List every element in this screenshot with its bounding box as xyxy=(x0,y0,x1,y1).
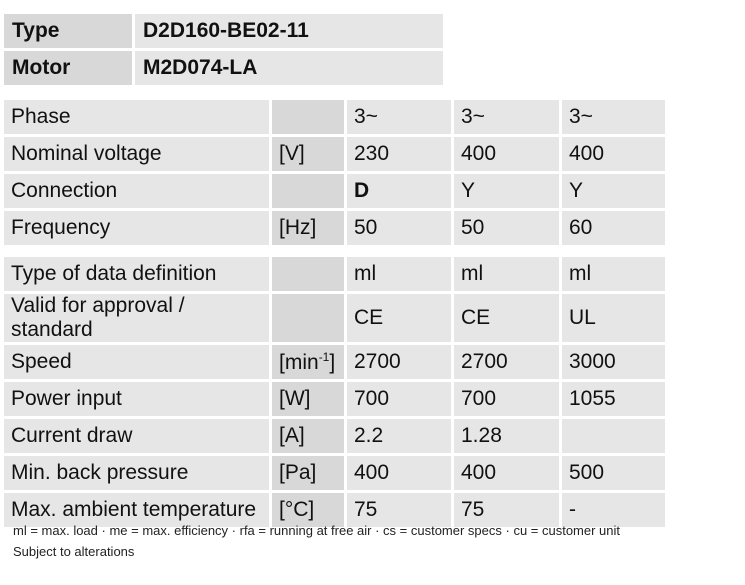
motor-value: M2D074-LA xyxy=(134,50,444,86)
type-label: Type xyxy=(4,14,134,50)
row-unit: [Pa] xyxy=(271,455,346,492)
alterations-note: Subject to alterations xyxy=(13,544,135,559)
value-cell: 75 xyxy=(346,492,453,528)
value-cell: 700 xyxy=(346,381,453,418)
header-table xyxy=(4,14,443,85)
value-cell: Y xyxy=(561,173,666,210)
row-unit: [V] xyxy=(271,136,346,173)
value-cell: 230 xyxy=(346,136,453,173)
row-label: Frequency xyxy=(4,210,271,246)
table-row xyxy=(4,344,665,381)
table-row xyxy=(4,455,665,492)
row-unit: [W] xyxy=(271,381,346,418)
table-row xyxy=(4,210,665,246)
table-row xyxy=(4,136,665,173)
value-cell: ml xyxy=(346,257,453,293)
row-unit xyxy=(271,293,346,344)
row-unit xyxy=(271,344,346,381)
value-cell: ml xyxy=(561,257,666,293)
abbreviation-legend: ml = max. load · me = max. efficiency · rfa = running at free air · cs = customer specs · cu = customer unit xyxy=(13,523,621,538)
unit-exponent: -1 xyxy=(318,349,330,364)
unit-text: [min xyxy=(279,350,319,374)
table-row xyxy=(4,418,665,455)
value-cell: 3~ xyxy=(561,100,666,136)
value-cell: CE xyxy=(453,293,561,344)
value-cell: 400 xyxy=(561,136,666,173)
value-cell: 3000 xyxy=(561,344,666,381)
row-unit: [Hz] xyxy=(271,210,346,246)
table-row xyxy=(4,492,665,528)
value-cell: 2700 xyxy=(346,344,453,381)
row-label: Min. back pressure xyxy=(4,455,271,492)
value-cell: 400 xyxy=(453,136,561,173)
row-unit xyxy=(271,257,346,293)
value-cell: UL xyxy=(561,293,666,344)
table-row xyxy=(4,381,665,418)
table-row xyxy=(4,100,665,136)
value-cell: 2700 xyxy=(453,344,561,381)
value-cell: 1055 xyxy=(561,381,666,418)
electrical-data-table xyxy=(4,100,665,245)
row-label: Power input xyxy=(4,381,271,418)
value-cell: Y xyxy=(453,173,561,210)
value-cell: 60 xyxy=(561,210,666,246)
row-label: Type of data definition xyxy=(4,257,271,293)
value-cell: - xyxy=(561,492,666,528)
value-cell: 400 xyxy=(346,455,453,492)
header-row-motor xyxy=(4,50,443,86)
value-cell: 75 xyxy=(453,492,561,528)
motor-label: Motor xyxy=(4,50,134,86)
value-cell: 3~ xyxy=(346,100,453,136)
value-cell: 2.2 xyxy=(346,418,453,455)
row-label: Connection xyxy=(4,173,271,210)
value-cell: CE xyxy=(346,293,453,344)
row-unit xyxy=(271,173,346,210)
value-cell: 50 xyxy=(453,210,561,246)
row-label: Current draw xyxy=(4,418,271,455)
value-cell: 700 xyxy=(453,381,561,418)
row-unit: [°C] xyxy=(271,492,346,528)
row-label: Phase xyxy=(4,100,271,136)
table-row xyxy=(4,173,665,210)
row-label: Nominal voltage xyxy=(4,136,271,173)
value-cell: 50 xyxy=(346,210,453,246)
row-unit: [A] xyxy=(271,418,346,455)
row-label: Speed xyxy=(4,344,271,381)
value-cell: D xyxy=(346,173,453,210)
row-label: Valid for approval / standard xyxy=(4,293,271,344)
value-cell: 500 xyxy=(561,455,666,492)
value-cell xyxy=(561,418,666,455)
table-row xyxy=(4,293,665,344)
type-value: D2D160-BE02-11 xyxy=(134,14,444,50)
performance-data-table xyxy=(4,257,665,527)
row-label: Max. ambient temperature xyxy=(4,492,271,528)
value-cell: 1.28 xyxy=(453,418,561,455)
header-row-type xyxy=(4,14,443,50)
table-row xyxy=(4,257,665,293)
row-unit xyxy=(271,100,346,136)
unit-close: ] xyxy=(329,350,336,374)
value-cell: 3~ xyxy=(453,100,561,136)
value-cell: ml xyxy=(453,257,561,293)
value-cell: 400 xyxy=(453,455,561,492)
